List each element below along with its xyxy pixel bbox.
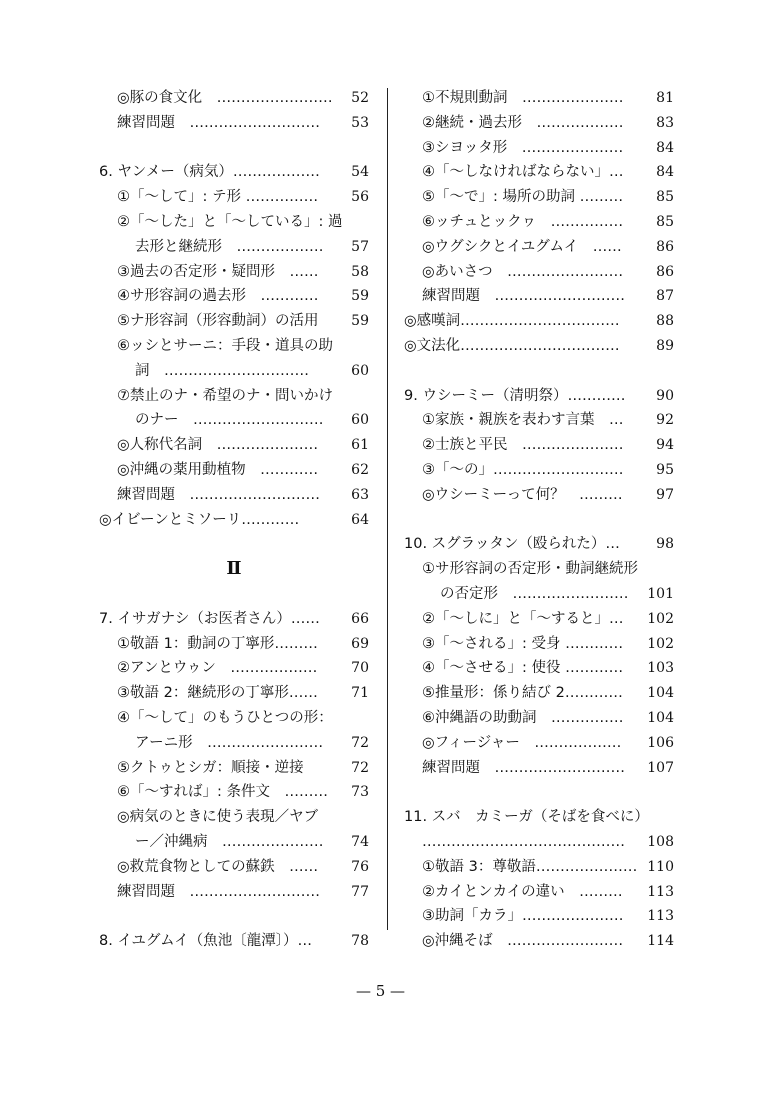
toc-entry-title: ◎感嘆詞…………………………… [404,313,620,330]
toc-entry [99,260,369,285]
toc-entry-page: 98 [656,536,674,553]
toc-entry [404,160,674,185]
toc-entry-page: 52 [351,90,369,106]
toc-entry-title: ー／沖縄病 ………………… [135,833,324,850]
toc-entry-page: 62 [351,461,369,478]
toc-entry-title: ◎沖縄そば …………………… [422,933,624,950]
toc-entry-page: 113 [647,908,674,925]
toc-entry-title: ◎沖縄の薬用動植物 ………… [117,461,319,478]
toc-entry-title: 9. ウシーミー（清明祭）………… [404,387,626,404]
toc-entry-page: 57 [351,238,369,255]
toc-entry [404,458,674,483]
toc-entry-title: の否定形 …………………… [440,585,629,602]
toc-entry-title: 6. ヤンメー（病気）……………… [99,164,320,181]
toc-entry [404,235,674,260]
toc-entry-page: 88 [656,313,674,330]
toc-entry [99,855,369,880]
toc-entry [99,880,369,905]
toc-right-column [404,86,674,954]
toc-entry-title: ◎文法化…………………………… [404,337,620,354]
part-heading [99,557,369,582]
toc-entry [99,780,369,805]
toc-entry [99,359,369,384]
toc-entry-page: 83 [656,114,674,131]
toc-entry [99,756,369,781]
toc-entry-page: 85 [656,213,674,230]
toc-entry [404,111,674,136]
toc-entry-title: 10. スグラッタン（殴られた）… [404,536,620,553]
toc-entry-page: 89 [656,337,674,354]
toc-entry-page: 106 [647,734,674,751]
toc-entry-title: ◎人称代名詞 ………………… [117,437,319,454]
toc-entry [404,929,674,954]
toc-entry-title: ①家族・親族を表わす言葉 … [422,412,624,429]
toc-entry-page: 85 [656,189,674,206]
toc-entry-page: 84 [656,164,674,181]
toc-entry-title: ⑤ナ形容詞（形容動詞）の活用 [117,313,319,330]
toc-entry-page: 56 [351,189,369,206]
toc-entry [99,607,369,632]
toc-entry-title: ①「～して」: テ形 …………… [117,189,319,206]
toc-entry-page: 95 [656,461,674,478]
toc-entry-title: 8. イユグムイ（魚池〔龍潭〕）… [99,933,313,950]
toc-entry-title: ①不規則動詞 ………………… [422,90,624,106]
toc-entry [404,632,674,657]
toc-entry [404,830,674,855]
toc-entry [404,805,674,830]
toc-entry [404,334,674,359]
toc-entry-page: 53 [351,114,369,131]
toc-entry [99,185,369,210]
toc-entry-title: ⑥ッシとサーニ：手段・道具の助 [117,337,333,354]
toc-entry [99,681,369,706]
toc-left-column [99,86,369,954]
toc-entry-page: 74 [351,833,369,850]
toc-entry-title: ④サ形容詞の過去形 ………… [117,288,319,305]
toc-entry [404,532,674,557]
toc-entry-title: ⑤「～で」: 場所の助詞 ……… [422,189,624,206]
toc-entry-title: ②士族と平民 ………………… [422,437,624,454]
toc-entry-title: 詞 ………………………… [135,362,309,379]
toc-entry-title: ◎ウグシクとイユグムイ …… [422,238,622,255]
toc-entry [99,334,369,359]
toc-entry [404,731,674,756]
toc-entry-title: ◎イビーンとミソーリ………… [99,511,300,528]
toc-entry-title: 練習問題 ……………………… [117,114,320,131]
toc-entry-page: 86 [656,263,674,280]
toc-entry-title: 練習問題 ……………………… [117,883,320,900]
toc-entry-page: 58 [351,263,369,280]
toc-entry-title: 練習問題 ……………………… [422,288,625,305]
toc-entry [99,706,369,731]
toc-entry-page: 71 [351,685,369,702]
toc-entry [99,805,369,830]
toc-entry-page: 66 [351,610,369,627]
toc-entry-page: 110 [647,858,674,875]
toc-entry [404,557,674,582]
toc-entry-page: 72 [351,759,369,776]
toc-entry-page: 103 [647,660,674,677]
page-number-footer: — 5 — [355,982,406,1000]
toc-entry-title: ⑥ッチュとックヮ …………… [422,213,624,230]
toc-entry-title: ⑤クトゥとシガ：順接・逆接 [117,759,304,776]
toc-entry-page: 59 [351,313,369,330]
toc-entry-title: ②「～した」と「～している」: 過 [117,213,343,230]
toc-entry [99,309,369,334]
toc-entry-title: ②アンとウゥン ……………… [117,660,318,677]
toc-entry-page: 114 [647,933,674,950]
toc-entry-page: 102 [647,610,674,627]
toc-entry [404,756,674,781]
toc-entry [404,483,674,508]
toc-entry [99,483,369,508]
toc-entry-page: 63 [351,486,369,503]
toc-entry-page: 84 [656,139,674,156]
toc-entry-page: 90 [656,387,674,404]
toc-entry [404,210,674,235]
toc-entry [404,656,674,681]
toc-entry-title: ①サ形容詞の否定形・動詞継続形 [422,561,638,578]
toc-entry [404,433,674,458]
toc-entry [99,408,369,433]
toc-entry-title: ⑥沖縄語の助動詞 …………… [422,709,624,726]
toc-entry-page: 77 [351,883,369,900]
toc-entry [99,656,369,681]
toc-entry [404,904,674,929]
toc-entry-title: ③シヨッタ形 ………………… [422,139,624,156]
toc-entry [404,384,674,409]
toc-entry-title: ②継続・過去形 ……………… [422,114,624,131]
toc-entry-page: 72 [351,734,369,751]
toc-entry-title: ④「～して」のもうひとつの形： [117,709,333,726]
toc-entry-page: 107 [647,759,674,776]
toc-entry-title: ◎救荒食物としての蘇鉄 …… [117,858,319,875]
toc-entry [99,160,369,185]
toc-entry-title: ⑥「～すれば」: 条件文 ……… [117,784,328,801]
toc-entry-title: ◎豚の食文化 …………………… [117,90,333,106]
toc-entry-title: …………………………………… [422,833,625,850]
toc-entry-title: ③過去の否定形・疑問形 …… [117,263,319,280]
toc-entry-title: 練習問題 ……………………… [117,486,320,503]
toc-entry-page: 54 [351,164,369,181]
toc-entry-title: ④「～しなければならない」… [422,164,624,181]
toc-entry-title: ◎病気のときに使う表現／ヤブ [117,809,319,826]
toc-entry-page: 70 [351,660,369,677]
toc-entry-page: 104 [647,709,674,726]
toc-entry-page: 78 [351,933,369,950]
toc-entry-title: ①敬語 1：動詞の丁寧形……… [117,635,318,652]
toc-entry-page: 102 [647,635,674,652]
toc-entry [99,508,369,533]
toc-entry-page: 81 [656,90,674,106]
toc-entry [404,582,674,607]
toc-entry-page: 60 [351,412,369,429]
toc-entry [404,855,674,880]
toc-entry [99,86,369,111]
toc-entry-title: ③「～の」……………………… [422,461,624,478]
toc-entry [404,408,674,433]
toc-entry-page: 113 [647,883,674,900]
toc-entry [99,929,369,954]
toc-entry-page: 86 [656,238,674,255]
toc-entry-title: ①敬語 3：尊敬語………………… [422,858,638,875]
toc-entry [404,86,674,111]
toc-entry [404,284,674,309]
toc-entry-title: 去形と継続形 ……………… [135,238,324,255]
toc-entry-page: 108 [647,833,674,850]
toc-entry-title: ②カイとンカイの違い ……… [422,883,623,900]
toc-entry [99,830,369,855]
toc-entry [404,681,674,706]
toc-entry-title: 練習問題 ……………………… [422,759,625,776]
toc-entry [404,136,674,161]
toc-entry [99,210,369,235]
toc-entry-page: 76 [351,858,369,875]
toc-entry-page: 61 [351,437,369,454]
toc-entry-title: ②「～しに」と「～すると」… [422,610,624,627]
toc-entry [99,458,369,483]
toc-entry [404,607,674,632]
toc-entry-page: 59 [351,288,369,305]
toc-entry [404,309,674,334]
toc-entry-title: ④「～させる」: 使役 ………… [422,660,624,677]
toc-entry-page: 73 [351,784,369,801]
toc-entry-page: 97 [656,486,674,503]
toc-entry [99,433,369,458]
toc-entry [99,384,369,409]
toc-entry [404,880,674,905]
toc-entry-title: 11. スバ カミーガ（そばを食べに） [404,809,649,826]
toc-entry [99,731,369,756]
toc-entry [99,111,369,136]
toc-entry [99,235,369,260]
toc-entry [404,185,674,210]
toc-entry-title: ◎あいさつ …………………… [422,263,624,280]
toc-entry [404,260,674,285]
toc-entry-title: ◎ウシーミーって何？ ……… [422,486,623,503]
toc-entry-title: のナー ……………………… [135,412,324,429]
toc-entry-title: ③敬語 2：継続形の丁寧形…… [117,685,318,702]
toc-entry-title: ③助詞「カラ」………………… [422,908,624,925]
toc-entry-title: ⑦禁止のナ・希望のナ・問いかけ [117,387,333,404]
toc-entry-title: アーニ形 …………………… [135,734,324,751]
toc-entry-page: 94 [656,437,674,454]
column-divider [387,88,388,930]
toc-entry [404,706,674,731]
toc-entry-title: Ⅱ [226,558,242,580]
toc-entry-page: 87 [656,288,674,305]
toc-entry-page: 92 [656,412,674,429]
toc-entry-page: 60 [351,362,369,379]
toc-entry-page: 69 [351,635,369,652]
toc-entry [99,632,369,657]
toc-entry-page: 104 [647,685,674,702]
toc-entry-title: ⑤推量形：係り結び 2………… [422,685,623,702]
toc-entry-title: ◎フィージャー ……………… [422,734,622,751]
toc-entry-page: 64 [351,511,369,528]
toc-entry-page: 101 [647,585,674,602]
toc-entry [99,284,369,309]
toc-entry-title: ③「～される」: 受身 ………… [422,635,624,652]
toc-entry-title: 7. イサガナシ（お医者さん）…… [99,610,320,627]
